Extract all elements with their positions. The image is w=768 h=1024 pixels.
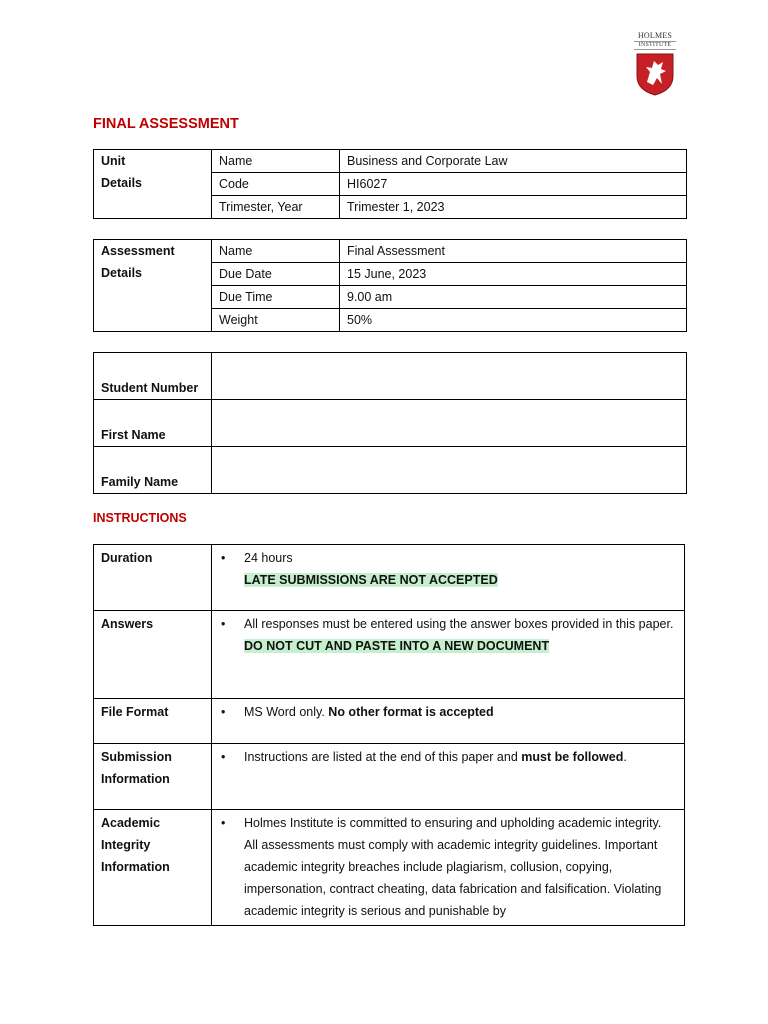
bullet: •	[221, 750, 226, 764]
institute-logo	[632, 32, 678, 99]
bullet: •	[221, 816, 226, 830]
family-name-field[interactable]	[212, 447, 687, 494]
instructions-table	[93, 544, 685, 926]
integrity-label: Academic Integrity Information	[94, 810, 212, 926]
bullet: •	[221, 551, 226, 565]
file-format-label: File Format	[94, 699, 212, 744]
answers-text: All responses must be entered using the answer boxes provided in this paper.	[244, 617, 674, 631]
integrity-text: Holmes Institute is committed to ensuring and upholding academic integrity. All assessments must comply with academic integrity guidelines. Important academic integrity breaches include plagiarism, collusion, copying, impersonation, contract cheating, data fabrication and falsification. Violating academic integrity is serious and punishable by	[244, 816, 662, 918]
student-number-field[interactable]	[212, 353, 687, 400]
unit-details-label: Unit Details	[94, 150, 212, 219]
unit-key: Code	[212, 173, 340, 196]
unit-key: Trimester, Year	[212, 196, 340, 219]
family-name-label: Family Name	[94, 447, 212, 494]
duration-label: Duration	[94, 545, 212, 611]
assessment-value: 9.00 am	[340, 286, 687, 309]
answers-label: Answers	[94, 611, 212, 699]
assessment-value: Final Assessment	[340, 240, 687, 263]
submission-end: .	[623, 750, 627, 764]
assessment-key: Due Time	[212, 286, 340, 309]
unit-key: Name	[212, 150, 340, 173]
unit-value: Trimester 1, 2023	[340, 196, 687, 219]
assessment-value: 15 June, 2023	[340, 263, 687, 286]
file-format-content	[212, 699, 685, 744]
document-title: FINAL ASSESSMENT	[93, 116, 239, 132]
instructions-heading: INSTRUCTIONS	[93, 511, 187, 525]
assessment-details-label: Assessment Details	[94, 240, 212, 332]
late-submission-notice: LATE SUBMISSIONS ARE NOT ACCEPTED	[244, 573, 498, 587]
duration-content	[212, 545, 685, 611]
student-number-label: Student Number	[94, 353, 212, 400]
file-format-text: MS Word only.	[244, 705, 325, 719]
assessment-key: Name	[212, 240, 340, 263]
submission-label: Submission Information	[94, 744, 212, 810]
assessment-details-table	[93, 239, 687, 332]
first-name-field[interactable]	[212, 400, 687, 447]
assessment-key: Weight	[212, 309, 340, 332]
answers-content	[212, 611, 685, 699]
duration-text: 24 hours	[244, 551, 293, 565]
no-cut-paste-notice: DO NOT CUT AND PASTE INTO A NEW DOCUMENT	[244, 639, 550, 653]
assessment-key: Due Date	[212, 263, 340, 286]
submission-bold: must be followed	[521, 750, 624, 764]
file-format-bold: No other format is accepted	[328, 705, 494, 719]
unit-value: Business and Corporate Law	[340, 150, 687, 173]
submission-text: Instructions are listed at the end of this paper and	[244, 750, 518, 764]
first-name-label: First Name	[94, 400, 212, 447]
bullet: •	[221, 705, 226, 719]
unit-details-table	[93, 149, 687, 219]
submission-content	[212, 744, 685, 810]
assessment-value: 50%	[340, 309, 687, 332]
unit-value: HI6027	[340, 173, 687, 196]
integrity-content	[212, 810, 685, 926]
griffin-crest-icon	[635, 52, 675, 96]
student-info-table	[93, 352, 687, 494]
logo-name: HOLMES	[637, 31, 673, 40]
bullet: •	[221, 617, 226, 631]
logo-subname: INSTITUTE	[634, 41, 676, 50]
